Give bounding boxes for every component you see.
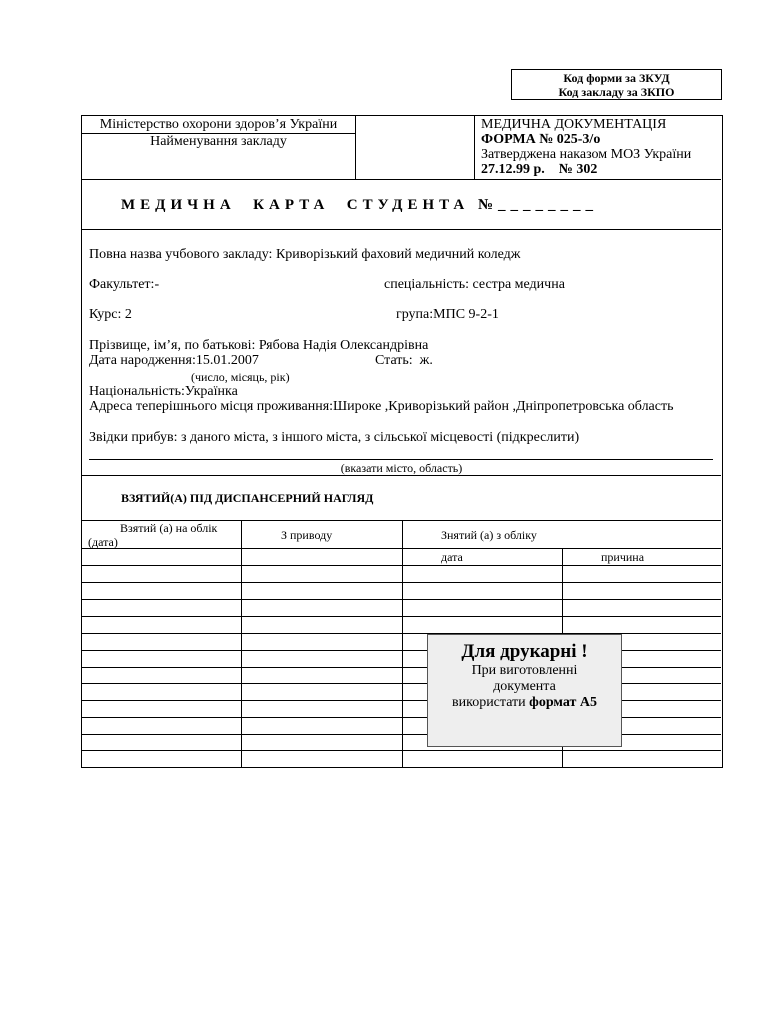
dispensary-heading: ВЗЯТИЙ(А) ПІД ДИСПАНСЕРНИЙ НАГЛЯД — [121, 491, 374, 505]
table-row — [82, 650, 721, 651]
table-row — [82, 599, 721, 600]
birth-date-field: Дата народження:15.01.2007 — [89, 353, 259, 368]
header-divider-2 — [474, 116, 475, 179]
school-field: Повна назва учбового закладу: Криворізький фаховий медичний коледж — [89, 247, 521, 262]
table-row — [82, 582, 721, 583]
arrival-hint: (вказати місто, область) — [340, 461, 463, 475]
col-reason-label: З приводу — [281, 528, 333, 542]
approved-by: Затверджена наказом МОЗ України — [481, 147, 692, 162]
col-registered-date-label: (дата) — [88, 535, 118, 549]
table-row — [82, 700, 721, 701]
col-deregistered-reason-label: причина — [601, 550, 645, 564]
table-row — [82, 667, 721, 668]
group-field: група:МПС 9-2-1 — [396, 307, 499, 322]
institution-code-label: Код закладу за ЗКПО — [558, 85, 675, 99]
course-field: Курс: 2 — [89, 307, 132, 322]
sex-field: Стать: ж. — [375, 353, 433, 368]
doc-type: МЕДИЧНА ДОКУМЕНТАЦІЯ — [481, 117, 667, 132]
table-row — [82, 565, 721, 566]
col-deregistered-date-label: дата — [441, 550, 463, 564]
address-field: Адреса теперішнього місця проживання:Широке ,Криворізький район ,Дніпропетровська область — [89, 399, 674, 414]
col-registered-label: Взятий (а) на облік — [120, 521, 218, 535]
printer-notice — [427, 634, 622, 747]
table-row — [82, 734, 721, 735]
faculty-field: Факультет:- — [89, 277, 160, 292]
order-number: 27.12.99 р. № 302 — [481, 162, 598, 177]
nationality-field: Національність:Українка — [89, 384, 238, 399]
arrival-field: Звідки прибув: з даного міста, з іншого міста, з сільської місцевості (підкреслити) — [89, 430, 580, 445]
table-row — [82, 616, 721, 617]
medical-card-frame — [81, 115, 723, 768]
col-deregistered-label: Знятий (а) з обліку — [441, 528, 537, 542]
table-row — [82, 750, 721, 751]
name-field: Прізвище, ім’я, по батькові: Рябова Надія Олександрівна — [89, 338, 429, 353]
table-col-divider-1 — [241, 520, 242, 767]
header-bottom-line — [82, 179, 721, 180]
table-row — [82, 717, 721, 718]
printer-notice-heading: Для друкарні ! — [461, 641, 588, 662]
printer-notice-format: формат А5 — [529, 695, 597, 710]
birth-date-hint: (число, місяць, рік) — [191, 370, 290, 384]
table-row — [82, 683, 721, 684]
printer-notice-line3-prefix: використати — [452, 695, 530, 710]
ministry-name: Міністерство охорони здоров’я України — [99, 117, 338, 132]
title-bottom-line — [82, 229, 721, 230]
table-col-divider-2 — [402, 520, 403, 767]
printer-notice-line2: документа — [493, 679, 556, 694]
form-code-box — [511, 69, 722, 100]
card-title: МЕДИЧНА КАРТА СТУДЕНТА №________ — [121, 197, 599, 213]
institution-name-label: Найменування закладу — [150, 134, 287, 149]
form-code-label: Код форми за ЗКУД — [563, 71, 670, 85]
speciality-field: спеціальність: сестра медична — [384, 277, 565, 292]
header-divider-1 — [355, 116, 356, 179]
table-row — [82, 633, 721, 634]
printer-notice-line3 — [428, 695, 621, 711]
printer-notice-line1: При виготовленні — [471, 663, 578, 678]
form-number: ФОРМА № 025-3/о — [481, 132, 601, 147]
